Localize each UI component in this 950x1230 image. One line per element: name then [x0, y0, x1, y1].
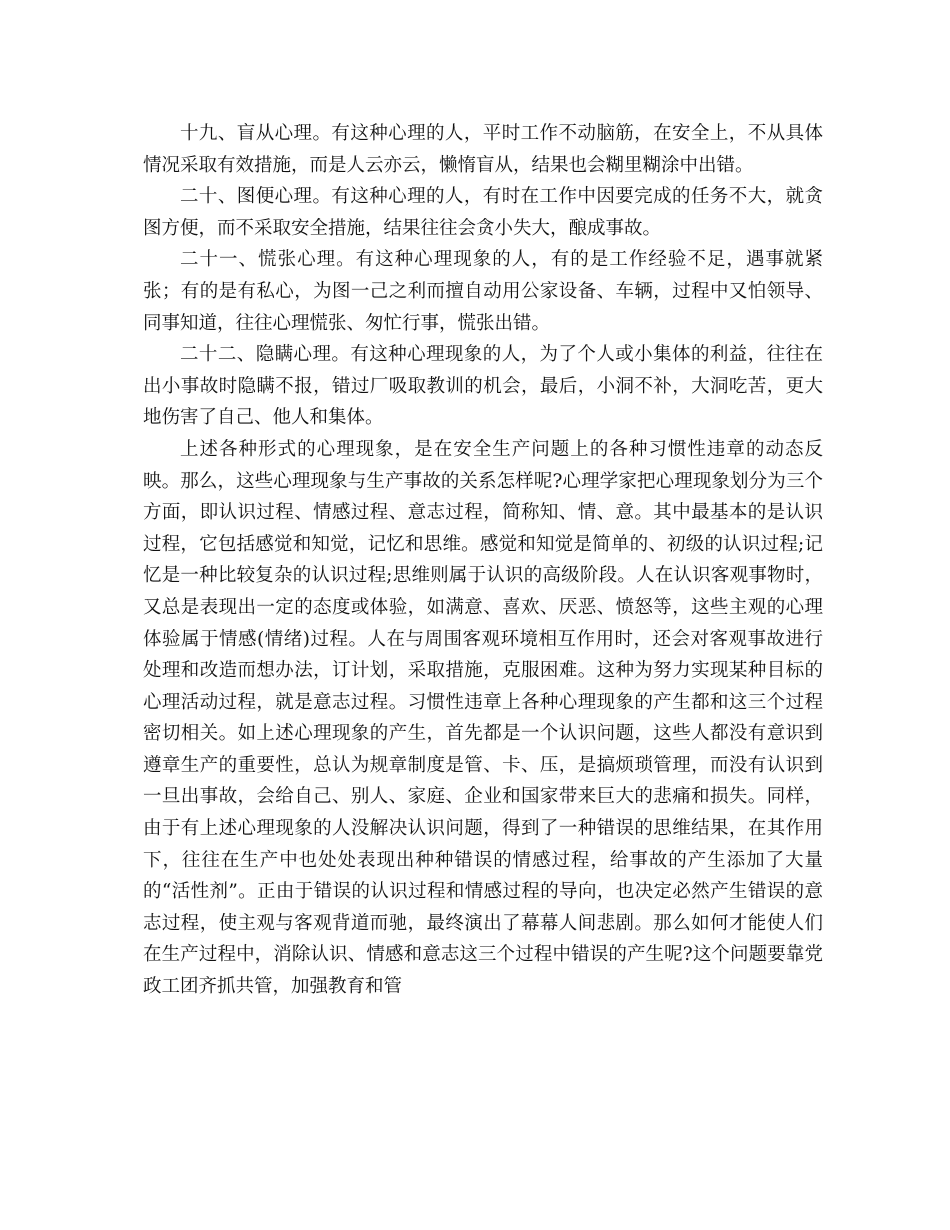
paragraph-convenience: 二十、图便心理。有这种心理的人，有时在工作中因要完成的任务不大，就贪图方便，而不采取安全措施，结果往往会贪小失大，酿成事故。 — [143, 186, 823, 239]
paragraph-blind-following: 十九、盲从心理。有这种心理的人，平时工作不动脑筋，在安全上，不从具体情况采取有效措施，而是人云亦云，懒惰盲从，结果也会糊里糊涂中出错。 — [143, 123, 823, 176]
paragraph-panic: 二十一、慌张心理。有这种心理现象的人，有的是工作经验不足，遇事就紧张；有的是有私心，为图一己之利而擅自动用公家设备、车辆，过程中又怕领导、同事知道，往往心理慌张、匆忙行事，慌张出错。 — [143, 249, 823, 334]
paragraph-concealment: 二十二、隐瞒心理。有这种心理现象的人，为了个人或小集体的利益，往往在出小事故时隐瞒不报，错过厂吸取教训的机会，最后，小洞不补，大洞吃苦，更大地伤害了自己、他人和集体。 — [143, 344, 823, 429]
paragraph-analysis: 上述各种形式的心理现象，是在安全生产问题上的各种习惯性违章的动态反映。那么，这些心理现象与生产事故的关系怎样呢?心理学家把心理现象划分为三个方面，即认识过程、情感过程、意志过程，简称知、情、意。其中最基本的是认识过程，它包括感觉和知觉，记忆和思维。感觉和知觉是简单的、初级的认识过程;记忆是一种比较复杂的认识过程;思维则属于认识的高级阶段。人在认识客观事物时，又总是表现出一定的态度或体验，如满意、喜欢、厌恶、愤怒等，这些主观的心理体验属于情感(情绪)过程。人在与周围客观环境相互作用时，还会对客观事故进行处理和改造而想办法，订计划，采取措施，克服困难。这种为努力实现某种目标的心理活动过程，就是意志过程。习惯性违章上各种心理现象的产生都和这三个过程密切相关。如上述心理现象的产生，首先都是一个认识问题，这些人都没有意识到遵章生产的重要性，总认为规章制度是管、卡、压，是搞烦琐管理，而没有认识到一旦出事故，会给自己、别人、家庭、企业和国家带来巨大的悲痛和损失。同样，由于有上述心理现象的人没解决认识问题，得到了一种错误的思维结果，在其作用下，往往在生产中也处处表现出种种错误的情感过程，给事故的产生添加了大量的“活性剂”。正由于错误的认识过程和情感过程的导向，也决定必然产生错误的意志过程，使主观与客观背道而驰，最终演出了幕幕人间悲剧。那么如何才能使人们在生产过程中，消除认识、情感和意志这三个过程中错误的产生呢?这个问题要靠党政工团齐抓共管，加强教育和管 — [143, 438, 823, 998]
document-body — [143, 118, 823, 1003]
